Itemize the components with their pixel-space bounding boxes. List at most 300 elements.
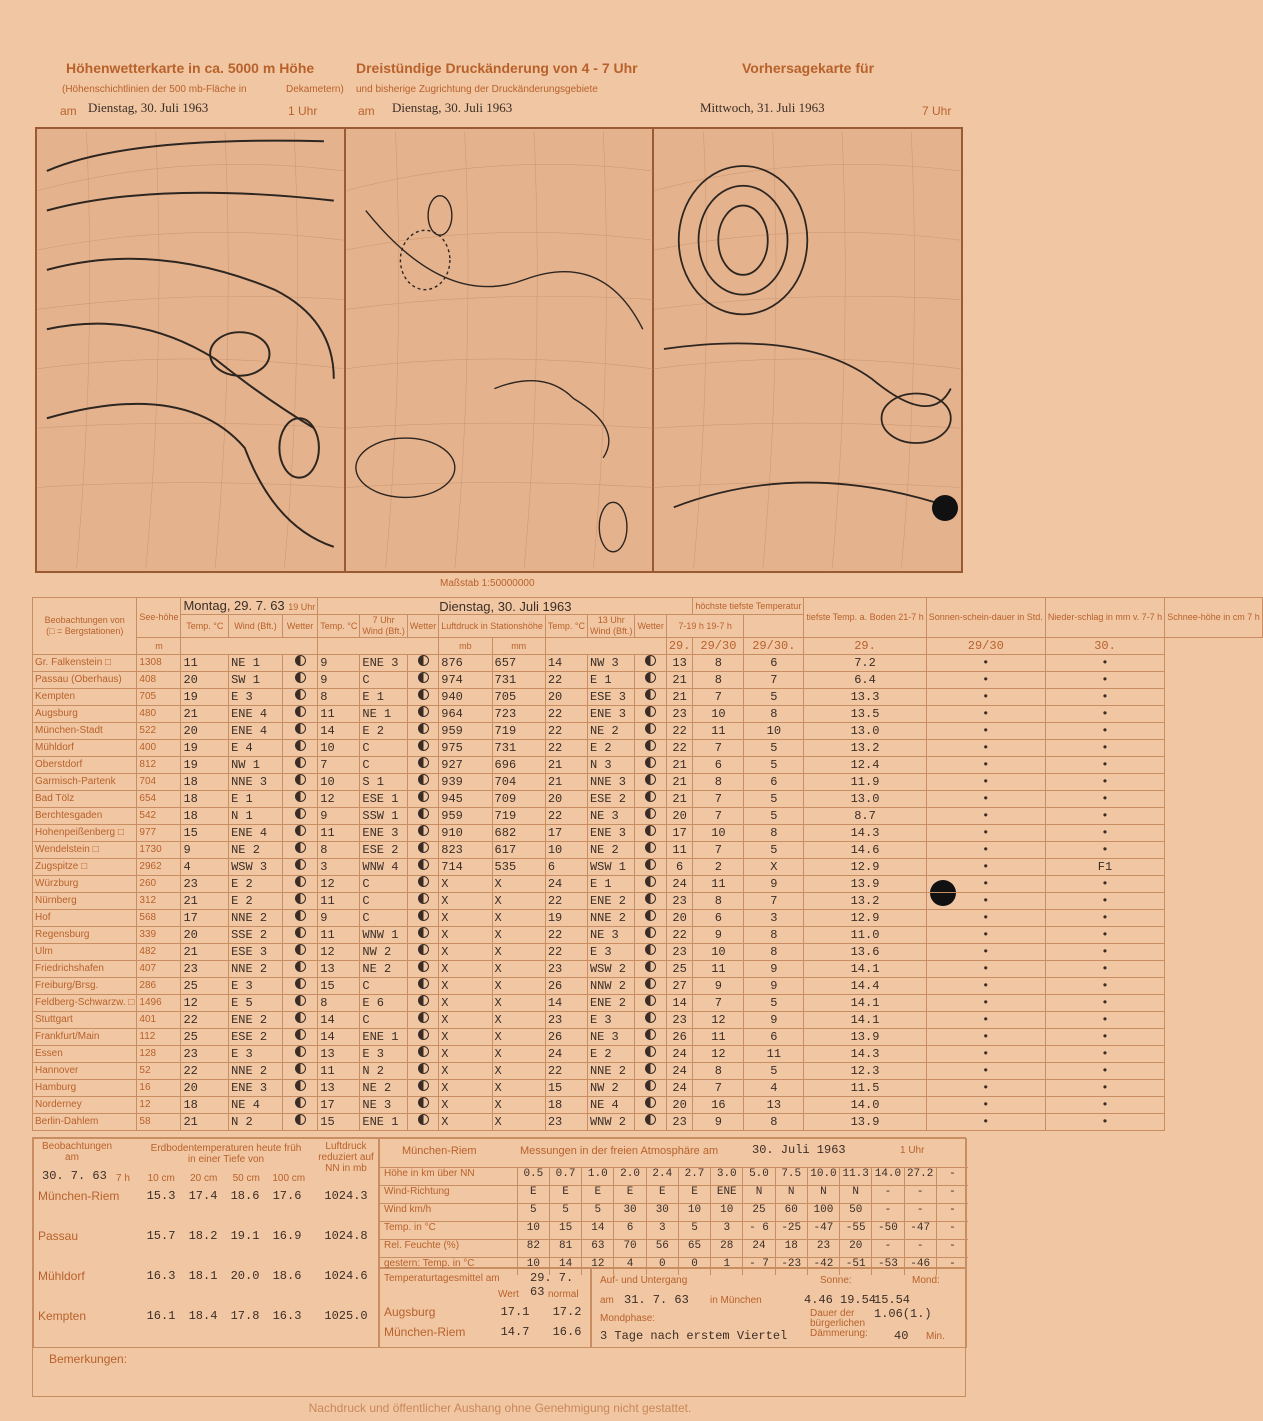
cell-value: •	[1045, 927, 1164, 944]
cell-value: 19	[545, 910, 587, 927]
cell-value: 12.3	[804, 1063, 926, 1080]
weather-symbol-icon	[418, 842, 429, 853]
cell-value: 19	[181, 740, 229, 757]
weather-symbol-icon	[295, 1114, 306, 1125]
weather-symbol-cell	[635, 723, 666, 740]
weather-symbol-cell	[282, 740, 317, 757]
sun-place: in München	[710, 1295, 762, 1306]
weather-symbol-icon	[418, 1097, 429, 1108]
cell-value: •	[926, 961, 1045, 978]
cell-value: 14	[318, 1012, 360, 1029]
weather-symbol-cell	[282, 791, 317, 808]
cell-value: 11	[693, 961, 744, 978]
cell-value: 5	[744, 808, 804, 825]
cell-value: •	[1045, 757, 1164, 774]
weather-symbol-icon	[645, 740, 656, 751]
weather-symbol-icon	[418, 910, 429, 921]
station-name: Mühldorf	[33, 740, 137, 757]
cell-value: 7.2	[804, 655, 926, 672]
weather-symbol-cell	[635, 672, 666, 689]
upper-air-map-drawing	[37, 129, 344, 571]
cell-value: 522	[137, 723, 181, 740]
cell-value: 14.1	[804, 995, 926, 1012]
weather-symbol-icon	[295, 825, 306, 836]
cell-value: 9	[693, 978, 744, 995]
cell-value: X	[439, 1097, 492, 1114]
cell-value: 6	[693, 757, 744, 774]
table-row	[33, 825, 1263, 842]
cell-value: 18	[181, 791, 229, 808]
table-row	[33, 944, 1263, 961]
cell-value: 20	[181, 723, 229, 740]
cell-value: 21	[181, 893, 229, 910]
cell-value: 24	[545, 876, 587, 893]
atmos-cell: 7.5	[775, 1168, 807, 1185]
cell-value: 16	[693, 1097, 744, 1114]
cell-value: 12	[137, 1097, 181, 1114]
soil-depth-header: Erdbodentemperaturen heute früh in einer Tiefe von	[150, 1143, 302, 1165]
atmos-cell: -47	[807, 1222, 839, 1239]
weather-symbol-cell	[407, 927, 438, 944]
moon-phase-label: Mondphase:	[600, 1313, 656, 1324]
weather-symbol-cell	[407, 825, 438, 842]
col-sonne: Sonnen-schein-dauer in Std.	[926, 598, 1045, 638]
cell-value: 13.2	[804, 740, 926, 757]
sun-am: am	[600, 1295, 614, 1306]
atmos-cell: 30	[646, 1204, 678, 1221]
cell-value: 4	[181, 859, 229, 876]
weather-symbol-icon	[418, 961, 429, 972]
cell-value: 482	[137, 944, 181, 961]
cell-value: 10	[744, 723, 804, 740]
cell-value: 1308	[137, 655, 181, 672]
col-mb: mb	[439, 638, 492, 655]
cell-value: E 1	[587, 876, 635, 893]
cell-value: •	[926, 1114, 1045, 1131]
weather-symbol-icon	[645, 842, 656, 853]
cell-value: 10	[318, 740, 360, 757]
cell-value: 812	[137, 757, 181, 774]
cell-value: 7	[744, 893, 804, 910]
cell-value: 14.6	[804, 842, 926, 859]
cell-value: 20	[666, 1097, 693, 1114]
cell-value: ESE 1	[360, 791, 408, 808]
atmos-cell: -46	[904, 1258, 936, 1275]
weather-symbol-cell	[407, 655, 438, 672]
weather-symbol-icon	[645, 1063, 656, 1074]
upper-air-map	[37, 129, 346, 571]
cell-value: 5	[744, 1063, 804, 1080]
cell-value: NE 2	[360, 1080, 408, 1097]
footer-note: Nachdruck und öffentlicher Aushang ohne Genehmigung nicht gestattet.	[308, 1401, 692, 1415]
cell-value: E 4	[229, 740, 283, 757]
punch-hole	[932, 495, 958, 521]
cell-value: C	[360, 876, 408, 893]
atmos-cell: 1.0	[581, 1168, 613, 1185]
atmos-cell: 0.7	[549, 1168, 581, 1185]
atmos-row	[380, 1167, 968, 1185]
weather-symbol-cell	[282, 689, 317, 706]
cell-value: 731	[492, 740, 545, 757]
col-day1: Montag, 29. 7. 63 19 Uhr	[181, 598, 318, 615]
cell-value: 696	[492, 757, 545, 774]
cell-value: 18	[181, 1097, 229, 1114]
cell-value: 20	[181, 672, 229, 689]
cell-value: 8	[744, 1114, 804, 1131]
weather-symbol-icon	[295, 1080, 306, 1091]
cell-value: •	[926, 723, 1045, 740]
twilight-value: 40	[894, 1329, 909, 1343]
cell-value: •	[1045, 1114, 1164, 1131]
weather-symbol-cell	[282, 961, 317, 978]
soil-temp: 16.9	[272, 1229, 302, 1243]
cell-value: 11.5	[804, 1080, 926, 1097]
cell-value: •	[1045, 1046, 1164, 1063]
cell-value: 13	[318, 1080, 360, 1097]
weather-symbol-icon	[295, 961, 306, 972]
weather-symbol-icon	[418, 672, 429, 683]
cell-value: 11	[693, 723, 744, 740]
cell-value: 23	[666, 1012, 693, 1029]
cell-value: 9	[744, 978, 804, 995]
cell-value: 15	[545, 1080, 587, 1097]
weather-symbol-cell	[635, 1097, 666, 1114]
sun-title: Auf- und Untergang	[600, 1275, 688, 1286]
weather-symbol-icon	[645, 893, 656, 904]
cell-value: X	[492, 978, 545, 995]
cell-value: 17	[545, 825, 587, 842]
cell-value: 21	[666, 757, 693, 774]
weather-symbol-icon	[295, 706, 306, 717]
cell-value: 14	[318, 723, 360, 740]
weather-symbol-icon	[645, 791, 656, 802]
daily-mean-normal: 17.2	[552, 1305, 582, 1319]
table-row	[33, 995, 1263, 1012]
cell-value: 20	[666, 808, 693, 825]
weather-symbol-cell	[282, 1029, 317, 1046]
cell-value: WNW 1	[360, 927, 408, 944]
cell-value: 977	[137, 825, 181, 842]
cell-value: 58	[137, 1114, 181, 1131]
cell-value: 10	[693, 944, 744, 961]
weather-symbol-cell	[407, 1114, 438, 1131]
cell-value: 22	[545, 672, 587, 689]
cell-value: 9	[693, 1114, 744, 1131]
cell-value: 2962	[137, 859, 181, 876]
cell-value: NE 2	[229, 842, 283, 859]
cell-value: ENE 1	[360, 1114, 408, 1131]
weather-symbol-icon	[645, 825, 656, 836]
cell-value: E 2	[587, 1046, 635, 1063]
cell-value: 5	[744, 757, 804, 774]
weather-symbol-cell	[282, 825, 317, 842]
weather-symbol-cell	[407, 1012, 438, 1029]
weather-symbol-icon	[295, 808, 306, 819]
cell-value: 5	[744, 842, 804, 859]
weather-symbol-cell	[282, 1012, 317, 1029]
weather-symbol-cell	[407, 859, 438, 876]
station-name: Hohenpeißenberg □	[33, 825, 137, 842]
left-map-subtitle: (Höhenschichtlinien der 500 mb-Fläche in	[62, 84, 247, 95]
daily-mean-block	[379, 1268, 591, 1348]
soil-temp: 18.2	[188, 1229, 218, 1243]
cell-value: NNE 2	[229, 961, 283, 978]
col-wetter: Wetter	[635, 615, 666, 638]
cell-value: •	[926, 1097, 1045, 1114]
cell-value: X	[439, 1012, 492, 1029]
cell-value: X	[439, 910, 492, 927]
col-wetter: Wetter	[407, 615, 438, 638]
left-map-title: Höhenwetterkarte in ca. 5000 m Höhe	[66, 60, 315, 76]
cell-value: 8	[744, 706, 804, 723]
weather-symbol-icon	[295, 876, 306, 887]
cell-value: 731	[492, 672, 545, 689]
cell-value: 11	[318, 927, 360, 944]
cell-value: 12	[318, 791, 360, 808]
weather-symbol-icon	[418, 893, 429, 904]
cell-value: •	[926, 1063, 1045, 1080]
cell-value: 959	[439, 808, 492, 825]
weather-symbol-icon	[645, 978, 656, 989]
weather-symbol-icon	[418, 723, 429, 734]
weather-symbol-cell	[407, 961, 438, 978]
cell-value: 18	[181, 774, 229, 791]
cell-value: NW 3	[587, 655, 635, 672]
cell-value: •	[926, 774, 1045, 791]
col-temp: Temp. °C	[318, 615, 360, 638]
table-row	[33, 842, 1263, 859]
cell-value: 9	[744, 876, 804, 893]
table-row	[33, 706, 1263, 723]
cell-value: 13.0	[804, 723, 926, 740]
cell-value: E 2	[587, 740, 635, 757]
cell-value: 22	[545, 808, 587, 825]
soil-station: Passau	[38, 1229, 79, 1243]
mid-am: am	[358, 104, 375, 118]
cell-value: 1496	[137, 995, 181, 1012]
cell-value: •	[1045, 961, 1164, 978]
right-map-date: Mittwoch, 31. Juli 1963	[700, 100, 825, 115]
cell-value: 964	[439, 706, 492, 723]
cell-value: •	[1045, 1080, 1164, 1097]
cell-value: 401	[137, 1012, 181, 1029]
moon-phase: 3 Tage nach erstem Viertel	[600, 1329, 788, 1343]
weather-symbol-cell	[282, 655, 317, 672]
cell-value: E 2	[229, 876, 283, 893]
cell-value: 657	[492, 655, 545, 672]
atmos-cell: 20	[839, 1240, 871, 1257]
left-map-subtitle-2: Dekametern)	[286, 84, 344, 95]
table-row	[33, 961, 1263, 978]
weather-symbol-cell	[282, 876, 317, 893]
cell-value: 25	[666, 961, 693, 978]
weather-symbol-cell	[282, 1097, 317, 1114]
atmos-row	[380, 1185, 968, 1203]
cell-value: 23	[545, 1114, 587, 1131]
cell-value: ESE 2	[587, 791, 635, 808]
cell-value: 23	[545, 1012, 587, 1029]
cell-value: •	[1045, 876, 1164, 893]
cell-value: 286	[137, 978, 181, 995]
weather-symbol-cell	[635, 859, 666, 876]
cell-value: 7	[693, 1080, 744, 1097]
weather-symbol-cell	[282, 672, 317, 689]
table-row	[33, 1114, 1263, 1131]
weather-symbol-icon	[645, 1097, 656, 1108]
weather-symbol-icon	[295, 757, 306, 768]
cell-value: NNW 2	[587, 978, 635, 995]
weather-symbol-icon	[295, 910, 306, 921]
cell-value: •	[926, 842, 1045, 859]
station-name: Regensburg	[33, 927, 137, 944]
atmos-cell: -	[871, 1186, 903, 1203]
cell-value: ESE 2	[360, 842, 408, 859]
table-row	[33, 655, 1263, 672]
cell-value: 24	[666, 876, 693, 893]
cell-value: 927	[439, 757, 492, 774]
cell-value: ENE 2	[587, 893, 635, 910]
atmos-row	[380, 1221, 968, 1239]
cell-value: 26	[545, 1029, 587, 1046]
cell-value: NNE 2	[587, 1063, 635, 1080]
cell-value: 21	[666, 774, 693, 791]
table-row	[33, 1097, 1263, 1114]
soil-temp: 18.4	[188, 1309, 218, 1323]
col-temp: Temp. °C	[545, 615, 587, 638]
cell-value: X	[492, 961, 545, 978]
cell-value: 11.9	[804, 774, 926, 791]
atmos-cell: E	[613, 1186, 645, 1203]
cell-value: 11	[181, 655, 229, 672]
atmos-cell: 3	[646, 1222, 678, 1239]
cell-value: •	[1045, 689, 1164, 706]
cell-value: 14.0	[804, 1097, 926, 1114]
atmos-row	[380, 1239, 968, 1257]
cell-value: 11	[318, 1063, 360, 1080]
weather-symbol-cell	[635, 1029, 666, 1046]
weather-symbol-icon	[295, 740, 306, 751]
weather-symbol-cell	[282, 723, 317, 740]
atmos-cell: 2.7	[678, 1168, 710, 1185]
cell-value: 2	[693, 859, 744, 876]
weather-symbol-icon	[295, 689, 306, 700]
atmos-cell: 60	[775, 1204, 807, 1221]
weather-symbol-icon	[295, 1046, 306, 1057]
cell-value: 9	[318, 910, 360, 927]
left-am: am	[60, 104, 77, 118]
cell-value: 14.1	[804, 961, 926, 978]
table-row	[33, 1046, 1263, 1063]
cell-value: 568	[137, 910, 181, 927]
cell-value: 11	[744, 1046, 804, 1063]
table-row	[33, 723, 1263, 740]
weather-symbol-cell	[635, 1063, 666, 1080]
weather-symbol-icon	[418, 978, 429, 989]
atmos-cell: 10	[710, 1204, 742, 1221]
weather-symbol-icon	[418, 1029, 429, 1040]
station-name: Kempten	[33, 689, 137, 706]
cell-value: X	[492, 1012, 545, 1029]
atmos-cell: -	[871, 1240, 903, 1257]
atmos-cell: N	[839, 1186, 871, 1203]
cell-value: X	[439, 876, 492, 893]
weather-symbol-cell	[282, 859, 317, 876]
atmos-cell: 100	[807, 1204, 839, 1221]
weather-symbol-icon	[295, 842, 306, 853]
daily-mean-normal: 16.6	[552, 1325, 582, 1339]
table-row	[33, 893, 1263, 910]
cell-value: 10	[545, 842, 587, 859]
twilight-unit: Min.	[926, 1331, 945, 1342]
atmosphere-block	[379, 1138, 967, 1268]
atmos-cell: 10	[517, 1222, 549, 1239]
atmos-cell: 10.0	[807, 1168, 839, 1185]
weather-symbol-icon	[295, 1029, 306, 1040]
cell-value: 21	[666, 791, 693, 808]
weather-symbol-cell	[635, 689, 666, 706]
cell-value: 8	[744, 944, 804, 961]
weather-symbol-icon	[645, 910, 656, 921]
atmos-cell: 24	[742, 1240, 774, 1257]
table-row	[33, 740, 1263, 757]
cell-value: NNE 2	[587, 910, 635, 927]
atmos-cell: - 6	[742, 1222, 774, 1239]
cell-value: •	[926, 978, 1045, 995]
col-schnee: Schnee-höhe in cm 7 h	[1165, 598, 1263, 638]
cell-value: 23	[666, 893, 693, 910]
cell-value: 22	[545, 944, 587, 961]
weather-symbol-icon	[295, 791, 306, 802]
cell-value: •	[1045, 774, 1164, 791]
atmos-cell: -47	[904, 1222, 936, 1239]
cell-value: X	[439, 893, 492, 910]
weather-symbol-icon	[645, 672, 656, 683]
atmos-date: 30. Juli 1963	[752, 1143, 846, 1157]
cell-value: X	[492, 927, 545, 944]
cell-value: 10	[693, 706, 744, 723]
cell-value: •	[926, 706, 1045, 723]
cell-value: 26	[666, 1029, 693, 1046]
moon-label: Mond:	[912, 1275, 940, 1286]
cell-value: 12.9	[804, 859, 926, 876]
cell-value: •	[1045, 1063, 1164, 1080]
cell-value: WNW 4	[360, 859, 408, 876]
cell-value: ENE 4	[229, 825, 283, 842]
cell-value: 23	[181, 961, 229, 978]
table-row	[33, 859, 1263, 876]
col-wind: 7 Uhr Wind (Bft.)	[360, 615, 408, 638]
cell-value: 22	[666, 723, 693, 740]
atmos-cell: -51	[839, 1258, 871, 1275]
cell-value: 8	[318, 689, 360, 706]
cell-value: 714	[439, 859, 492, 876]
atmos-cell: 63	[581, 1240, 613, 1257]
cell-value: 17	[666, 825, 693, 842]
cell-value: E 5	[229, 995, 283, 1012]
atmos-cell: 56	[646, 1240, 678, 1257]
atmos-cell: 5	[581, 1204, 613, 1221]
weather-symbol-icon	[645, 774, 656, 785]
weather-symbol-icon	[418, 1063, 429, 1074]
weather-symbol-cell	[282, 1114, 317, 1131]
right-map-title: Vorhersagekarte für	[742, 60, 875, 76]
cell-value: 52	[137, 1063, 181, 1080]
cell-value: 10	[318, 774, 360, 791]
table-row	[33, 672, 1263, 689]
cell-value: E 2	[360, 723, 408, 740]
table-row	[33, 689, 1263, 706]
cell-value: 7	[693, 740, 744, 757]
